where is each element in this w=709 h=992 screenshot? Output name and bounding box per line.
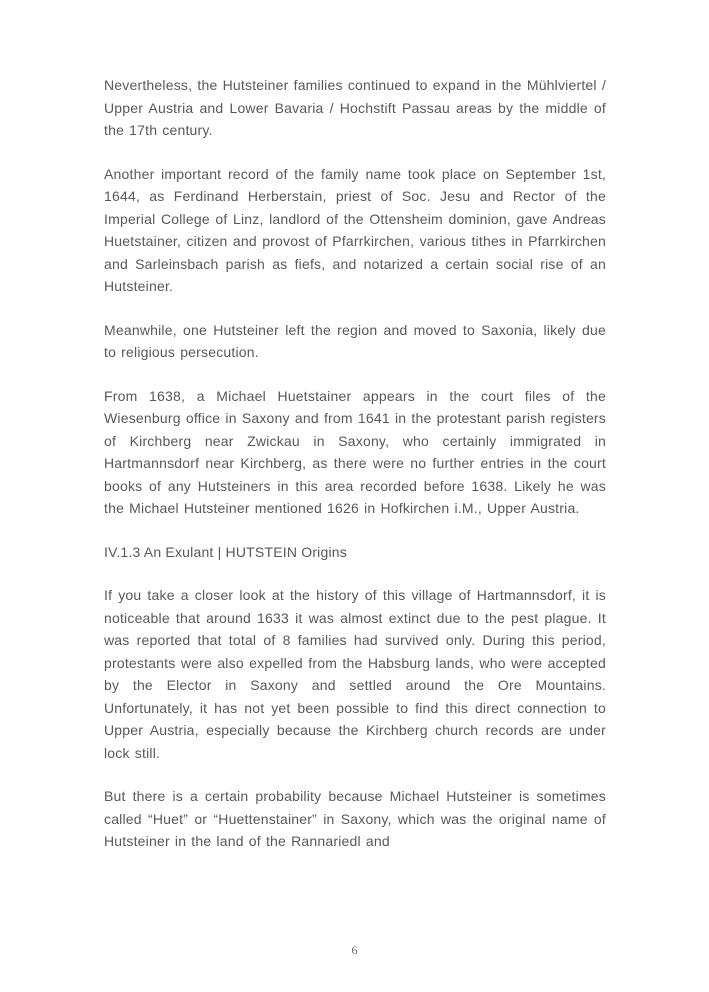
page-number: 6 <box>351 943 358 957</box>
section-heading-exulant-origins: IV.1.3 An Exulant | HUTSTEIN Origins <box>104 543 347 560</box>
paragraph-huet-probability: But there is a certain probability because Michael Hutsteiner is sometimes called “Huet” or “Huettenstainer” in Saxony, which was the original name of Hutsteiner in the land of the Rannariedl and <box>104 788 606 849</box>
paragraph-record-1644: Another important record of the family name took place on September 1st, 1644, as Ferdinand Herberstain, priest of Soc. Jesu and Rector of the Imperial College of Linz, landlord of the Ottensheim dominion, gave Andreas Huetstainer, citizen and provost of Pfarrkirchen, various tithes in Pfarrkirchen and Sarleinsbach parish as fiefs, and notarized a certain social rise of an Hutsteiner. <box>104 165 606 294</box>
page-body <box>104 74 606 853</box>
paragraph-expansion-17th-century: Nevertheless, the Hutsteiner families continued to expand in the Mühlviertel / Upper Austria and Lower Bavaria / Hochstift Passau areas by the middle of the 17th century. <box>104 77 606 138</box>
paragraph-michael-huetstainer-1638: From 1638, a Michael Huetstainer appears in the court files of the Wiesenburg office in Saxony and from 1641 in the protestant parish registers of Kirchberg near Zwickau in Saxony, who certainly immigrated in Hartmannsdorf near Kirchberg, as there were no further entries in the court books of any Hutsteiners in this area recorded before 1638. Likely he was the Michael Hutsteiner mentioned 1626 in Hofkirchen i.M., Upper Austria. <box>104 387 606 516</box>
paragraph-hartmannsdorf-history: If you take a closer look at the history of this village of Hartmannsdorf, it is noticeable that around 1633 it was almost extinct due to the pest plague. It was reported that total of 8 families had survived only. During this period, protestants were also expelled from the Habsburg lands, who were accepted by the Elector in Saxony and settled around the Ore Mountains. Unfortunately, it has not yet been possible to find this direct connection to Upper Austria, especially because the Kirchberg church records are under lock still. <box>104 587 606 761</box>
paragraph-moved-to-saxonia: Meanwhile, one Hutsteiner left the region and moved to Saxonia, likely due to religious persecution. <box>104 321 606 360</box>
